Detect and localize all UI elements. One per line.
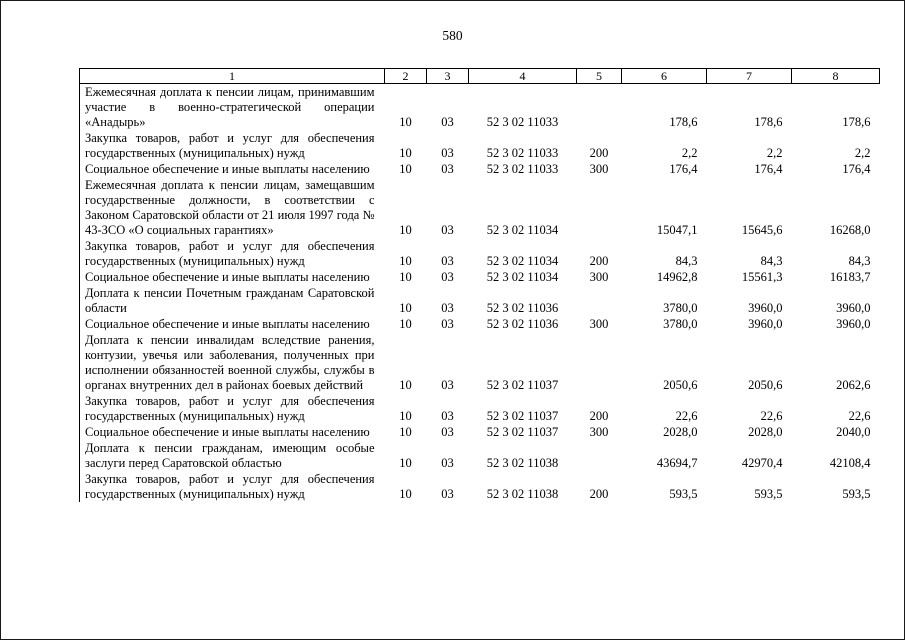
table-row [80,471,880,502]
row-label: Ежемесячная доплата к пенсии лицам, замещавшим государственные должности, в соответствии с Законом Саратовской области от 21 июля 1997 года № 43-ЗСО «О социальных гарантиях» [80,177,385,238]
row-cell-3: 03 [441,223,454,237]
row-cell-8: 2040,0 [836,425,871,439]
column-header-8: 8 [792,69,880,84]
row-cell-4: 52 3 02 11037 [486,425,559,439]
row-cell-2: 10 [399,456,412,470]
table-header-row [80,69,880,84]
row-cell-6: 2028,0 [663,425,698,439]
row-cell-4: 52 3 02 11036 [486,317,559,331]
row-cell-7: 2,2 [766,146,783,160]
row-cell-7: 178,6 [754,115,783,129]
row-cell-8: 178,6 [842,115,871,129]
row-cell-7: 15561,3 [741,270,783,284]
row-cell-5: 200 [589,487,609,501]
row-cell-6: 176,4 [669,162,698,176]
row-cell-7: 15645,6 [741,223,783,237]
row-cell-6: 43694,7 [656,456,698,470]
table-row [80,285,880,316]
row-cell-5: 200 [589,254,609,268]
row-cell-4: 52 3 02 11038 [486,487,559,501]
row-cell-6: 3780,0 [663,317,698,331]
row-cell-8: 176,4 [842,162,871,176]
row-cell-6: 2,2 [681,146,698,160]
row-cell-5: 300 [589,317,609,331]
row-cell-5: 200 [589,146,609,160]
row-cell-4: 52 3 02 11037 [486,378,559,392]
row-cell-2: 10 [399,146,412,160]
column-header-6: 6 [622,69,707,84]
row-cell-6: 15047,1 [656,223,698,237]
row-cell-5 [577,440,622,471]
row-cell-5 [577,332,622,393]
row-cell-6: 3780,0 [663,301,698,315]
row-cell-8: 16183,7 [829,270,871,284]
row-cell-2: 10 [399,487,412,501]
row-cell-4: 52 3 02 11033 [486,115,559,129]
row-cell-3: 03 [441,317,454,331]
row-cell-8: 22,6 [848,409,871,423]
row-label: Социальное обеспечение и иные выплаты населению [80,161,385,177]
row-cell-4: 52 3 02 11033 [486,146,559,160]
row-cell-3: 03 [441,270,454,284]
row-cell-3: 03 [441,162,454,176]
row-cell-7: 176,4 [754,162,783,176]
row-cell-8: 3960,0 [836,301,871,315]
row-cell-2: 10 [399,409,412,423]
row-cell-5 [577,285,622,316]
row-cell-6: 84,3 [675,254,698,268]
row-cell-7: 22,6 [760,409,783,423]
row-cell-3: 03 [441,425,454,439]
row-cell-6: 14962,8 [656,270,698,284]
row-cell-6: 22,6 [675,409,698,423]
budget-table [79,68,880,502]
table-row [80,84,880,131]
row-cell-2: 10 [399,223,412,237]
row-label: Закупка товаров, работ и услуг для обеспечения государственных (муниципальных) нужд [80,393,385,424]
table-row [80,393,880,424]
row-label: Доплата к пенсии Почетным гражданам Саратовской области [80,285,385,316]
row-cell-2: 10 [399,162,412,176]
row-cell-5 [577,177,622,238]
row-cell-6: 593,5 [669,487,698,501]
column-header-4: 4 [469,69,577,84]
row-label: Закупка товаров, работ и услуг для обеспечения государственных (муниципальных) нужд [80,130,385,161]
row-label: Доплата к пенсии гражданам, имеющим особые заслуги перед Саратовской областью [80,440,385,471]
row-cell-5: 300 [589,270,609,284]
row-cell-8: 2062,6 [836,378,871,392]
row-label: Закупка товаров, работ и услуг для обеспечения государственных (муниципальных) нужд [80,471,385,502]
row-label: Доплата к пенсии инвалидам вследствие ранения, контузии, увечья или заболевания, полученных при исполнении обязанностей военной службы, службы в органах внутренних дел в районах боевых действий [80,332,385,393]
row-cell-4: 52 3 02 11037 [486,409,559,423]
row-cell-4: 52 3 02 11038 [486,456,559,470]
row-cell-8: 593,5 [842,487,871,501]
row-cell-5: 200 [589,409,609,423]
row-cell-7: 42970,4 [741,456,783,470]
row-cell-2: 10 [399,425,412,439]
row-cell-3: 03 [441,378,454,392]
row-cell-7: 3960,0 [748,317,783,331]
table-row [80,424,880,440]
row-cell-7: 2028,0 [748,425,783,439]
row-cell-2: 10 [399,254,412,268]
table-header [80,69,880,84]
row-cell-7: 2050,6 [748,378,783,392]
row-cell-3: 03 [441,487,454,501]
table-row [80,161,880,177]
row-cell-2: 10 [399,301,412,315]
row-label: Социальное обеспечение и иные выплаты населению [80,316,385,332]
row-label: Закупка товаров, работ и услуг для обеспечения государственных (муниципальных) нужд [80,238,385,269]
table-row [80,332,880,393]
row-cell-3: 03 [441,301,454,315]
table-row [80,316,880,332]
table-row [80,177,880,238]
row-cell-7: 593,5 [754,487,783,501]
column-header-1: 1 [80,69,385,84]
page-number: 580 [442,28,463,43]
row-cell-2: 10 [399,270,412,284]
row-cell-5: 300 [589,162,609,176]
row-cell-6: 2050,6 [663,378,698,392]
row-label: Социальное обеспечение и иные выплаты населению [80,424,385,440]
row-cell-8: 2,2 [854,146,871,160]
row-cell-4: 52 3 02 11034 [486,270,559,284]
row-cell-4: 52 3 02 11033 [486,162,559,176]
table-row [80,440,880,471]
table-row [80,238,880,269]
row-cell-7: 84,3 [760,254,783,268]
row-cell-3: 03 [441,409,454,423]
row-cell-3: 03 [441,115,454,129]
row-cell-5: 300 [589,425,609,439]
column-header-7: 7 [707,69,792,84]
row-cell-4: 52 3 02 11036 [486,301,559,315]
row-cell-8: 16268,0 [829,223,871,237]
table-row [80,269,880,285]
row-cell-7: 3960,0 [748,301,783,315]
row-cell-2: 10 [399,378,412,392]
row-cell-2: 10 [399,317,412,331]
row-cell-2: 10 [399,115,412,129]
column-header-3: 3 [427,69,469,84]
column-header-5: 5 [577,69,622,84]
column-header-2: 2 [385,69,427,84]
row-cell-3: 03 [441,254,454,268]
row-label: Ежемесячная доплата к пенсии лицам, принимавшим участие в военно-стратегической операции «Анадырь» [80,84,385,131]
row-cell-6: 178,6 [669,115,698,129]
row-cell-4: 52 3 02 11034 [486,254,559,268]
row-cell-8: 42108,4 [829,456,871,470]
row-cell-3: 03 [441,456,454,470]
row-cell-4: 52 3 02 11034 [486,223,559,237]
row-cell-3: 03 [441,146,454,160]
row-label: Социальное обеспечение и иные выплаты населению [80,269,385,285]
table-row [80,130,880,161]
table-body [80,84,880,503]
row-cell-8: 84,3 [848,254,871,268]
row-cell-5 [577,84,622,131]
row-cell-8: 3960,0 [836,317,871,331]
